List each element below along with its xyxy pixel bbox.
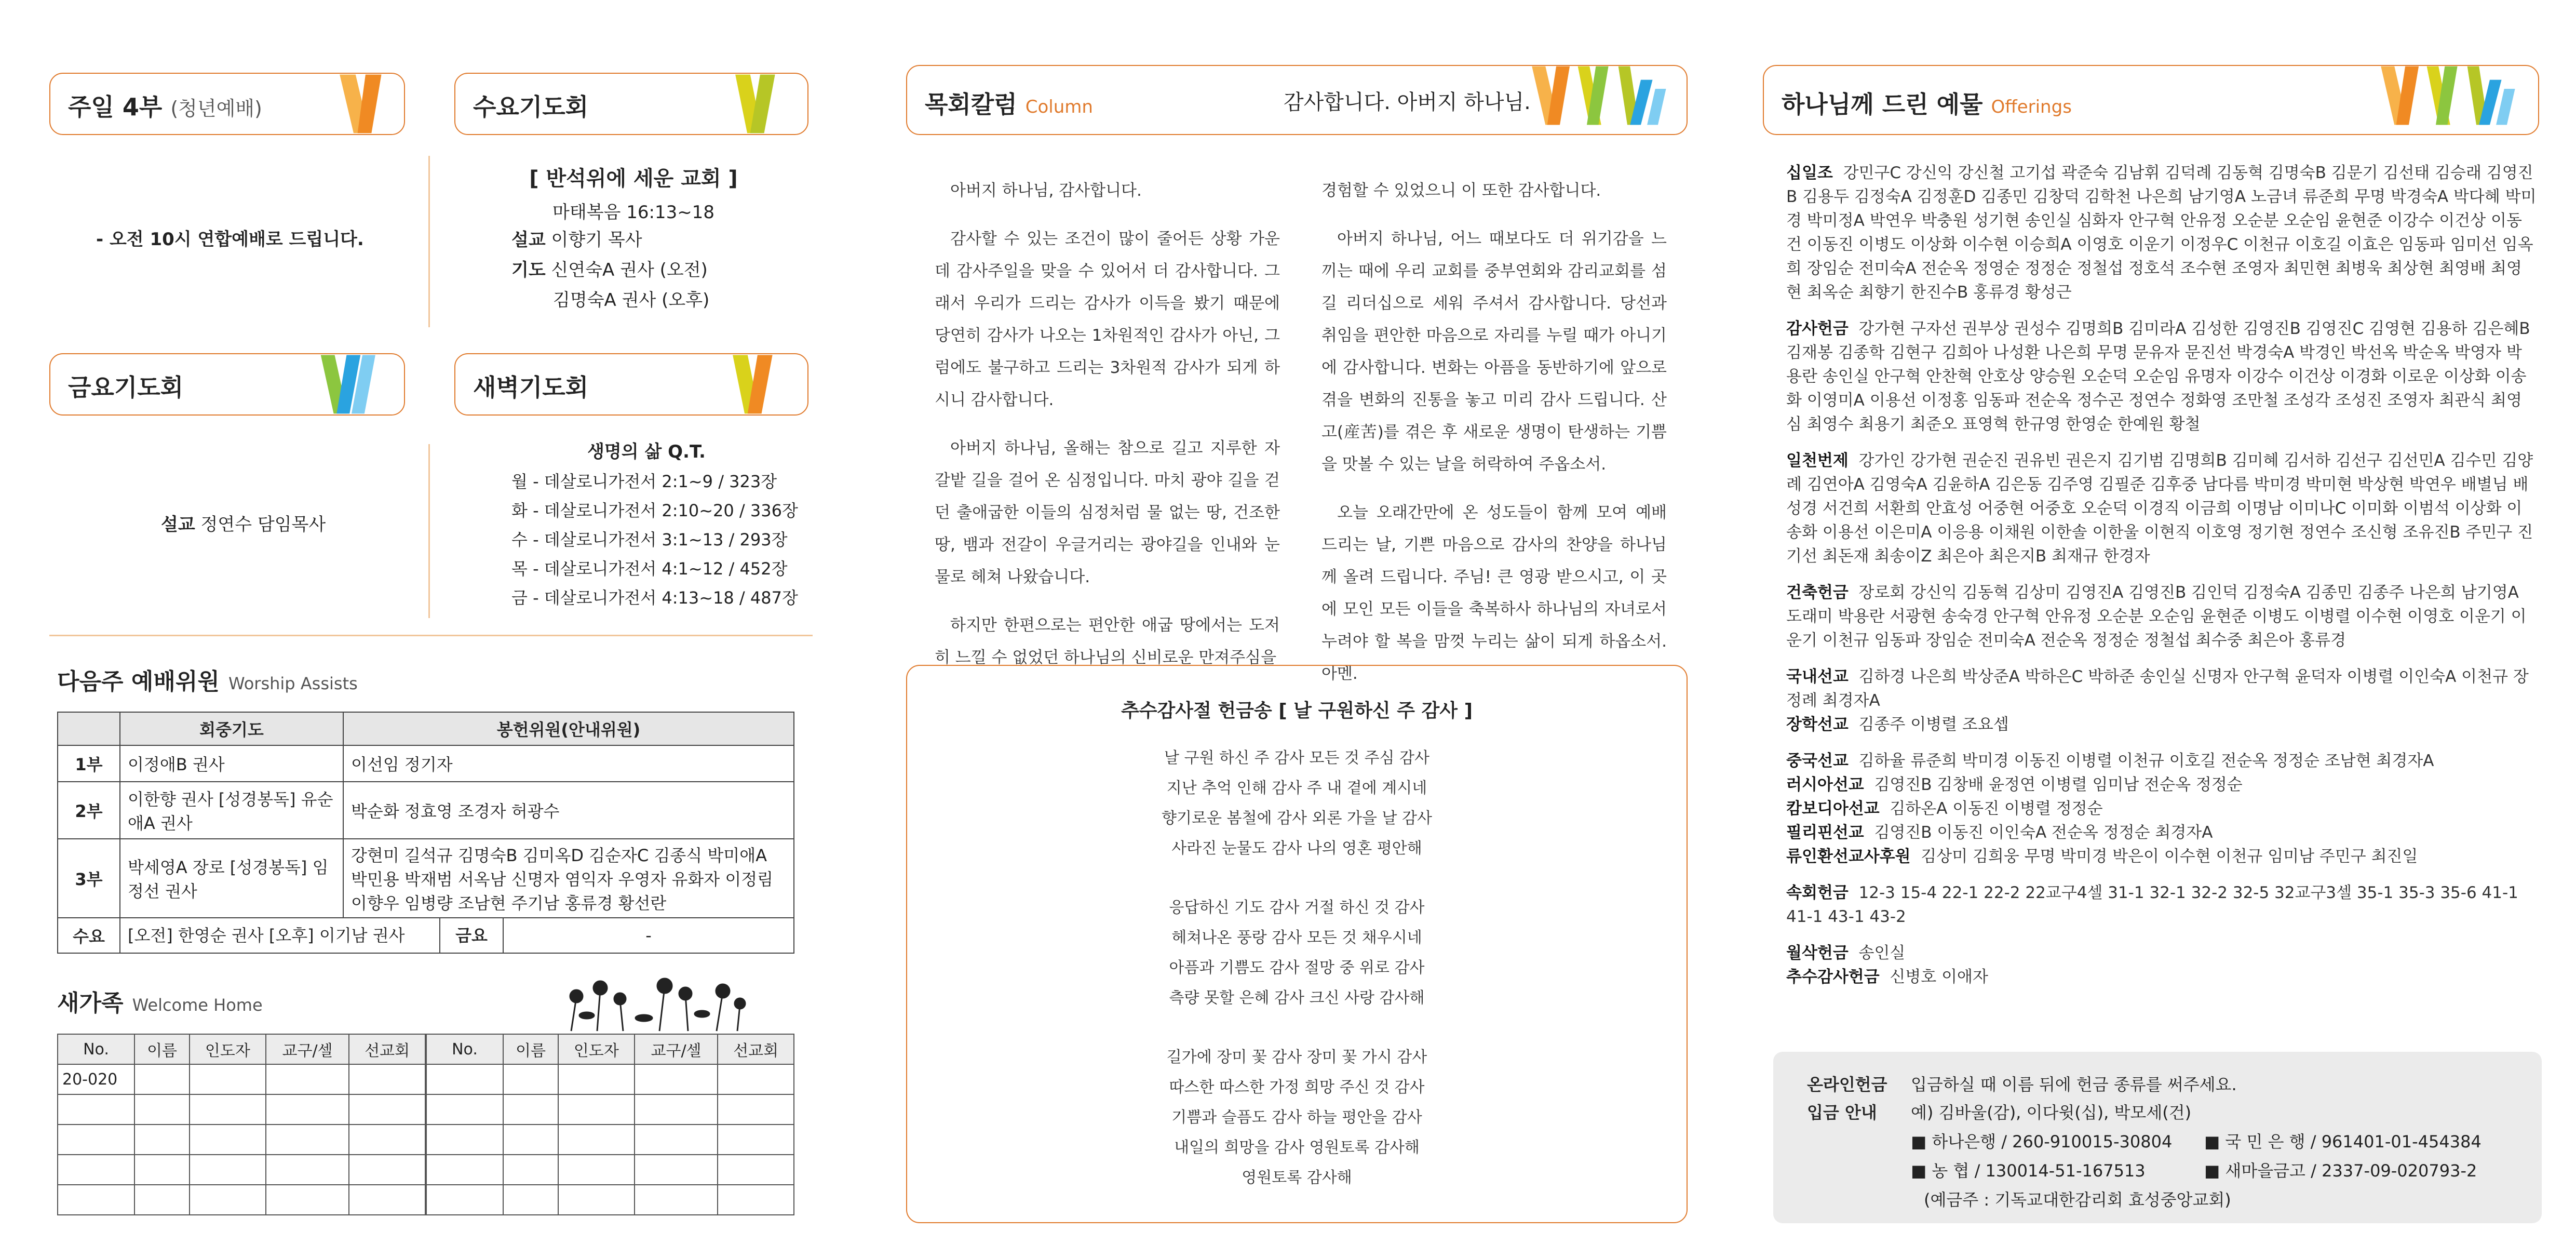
welcome-table-left: No. 이름 인도자 교구/셀 선교회 20-020 xyxy=(57,1034,426,1215)
assists-title: 다음주 예배위원 xyxy=(57,668,220,695)
fri-sermon-value: 정연수 담임목사 xyxy=(200,514,326,535)
assists-title-en: Worship Assists xyxy=(228,674,358,693)
assists-fri-value: - xyxy=(645,926,652,945)
stripe-decoration-icon xyxy=(728,70,790,137)
hymn-title: 추수감사절 헌금송 [ 날 구원하신 주 감사 ] xyxy=(1121,700,1473,721)
online-instruction: 입금하실 때 이름 뒤에 헌금 종류를 써주세요. xyxy=(1911,1075,2237,1094)
worship-assists-table xyxy=(57,712,794,954)
table-row xyxy=(58,1094,425,1125)
bank-account: ■ 농 협 / 130014-51-167513 xyxy=(1911,1161,2146,1181)
column-title-en: Column xyxy=(1025,97,1093,117)
wed-sermon-title: [ 반석위에 세운 교회 ] xyxy=(529,167,738,191)
stripe-decoration-icon xyxy=(725,350,788,418)
column-right-text: 경험할 수 있었으니 이 또한 감사합니다. 아버지 하나님, 어느 때보다도 더 위기감을 느끼는 때에 우리 교회를 중부연회와 감리교회를 섬길 리더십으로 세워 주셔서 감사합니다. 당선과 취임을 편안한 마음으로 자리를 누릴 때가 아니기에 감사합니다. 변화는 아픔을 동반하기에 앞으로 겪을 변화의 진통을 놓고 미리 감사 드립니다. 산고(産苦)를 겪은 후 새로운 생명이 탄생하는 기쁨을 맛볼 수 있는 날을 허락하여 주옵소서. 오늘 오래간만에 온 성도들이 함께 모여 예배 드리는 날, 기쁜 마음으로 감사의 찬양을 하나님께 올려 드립니다. 주님! 큰 영광 받으시고, 이 곳에 모인 모든 이들을 축복하사 하나님의 자녀로서 누려야 할 복을 맘껏 누리는 삶이 되게 하옵소서. 아멘. xyxy=(1321,181,1667,683)
table-row xyxy=(58,1125,425,1155)
table-row: 1부 이정애B 권사 이선임 정기자 xyxy=(58,745,794,782)
wed-prayer-1: 신연숙A 권사 (오전) xyxy=(551,260,708,280)
stripe-decoration-icon xyxy=(2366,62,2532,129)
sunday4-subtitle: (청년예배) xyxy=(170,97,262,120)
table-row xyxy=(426,1155,794,1185)
column-title: 목회칼럼 xyxy=(925,90,1017,118)
column-headline: 감사합니다. 아버지 하나님. xyxy=(1284,90,1531,114)
assists-header-usher: 봉헌위원(안내위원) xyxy=(343,712,794,745)
dawn-line: 수 - 데살로니가전서 3:1~13 / 293장 xyxy=(511,530,788,550)
assists-fri-label: 금요 xyxy=(440,918,504,953)
divider xyxy=(428,444,430,618)
table-row xyxy=(426,1094,794,1125)
wed-prayer-label: 기도 xyxy=(511,260,546,280)
stripe-decoration-icon xyxy=(333,70,396,137)
assists-header-prayer: 회중기도 xyxy=(120,712,343,745)
dawn-line: 화 - 데살로니가전서 2:10~20 / 336장 xyxy=(511,501,798,520)
stripe-decoration-icon xyxy=(1517,62,1683,129)
fri-title: 금요기도회 xyxy=(68,373,184,402)
table-row xyxy=(58,1064,425,1094)
wed-sermon-label: 설교 xyxy=(511,230,546,250)
bank-account: ■ 하나은행 / 260-910015-30804 xyxy=(1911,1132,2173,1152)
column-left-text: 아버지 하나님, 감사합니다. 감사할 수 있는 조건이 많이 줄어든 상황 가운데 감사주일을 맞을 수 있어서 더 감사합니다. 그래서 우리가 드리는 감사가 이득을 봤기 때문에 당연히 감사가 나오는 1차원적인 감사가 아닌, 그럼에도 불구하고 드리는 3차원적 감사가 되게 하시니 감사합니다. 아버지 하나님, 올해는 참으로 길고 지루한 자갈밭 길을 걸어 온 심정입니다. 마치 광야 길을 걷던 출애굽한 이들의 심정처럼 물 없는 땅, 건조한 땅, 뱀과 전갈이 우글거리는 광야길을 인내와 눈물로 헤쳐 나왔습니다. 하지만 한편으로는 편안한 애굽 땅에서는 도저히 느낄 수 없었던 하나님의 신비로운 만져주심을 xyxy=(935,181,1280,667)
dawn-line: 월 - 데살로니가전서 2:1~9 / 323장 xyxy=(511,472,777,491)
wed-title: 수요기도회 xyxy=(473,93,589,121)
sunday4-title: 주일 4부 xyxy=(68,93,163,121)
table-row: 3부 박세영A 장로 [성경봉독] 임정선 권사 강현미 길석규 김명숙B 김미옥D 김순자C 김종식 박미애A 박민용 박재범 서옥남 신명자 염익자 우영자 유화자 이정림 이향우 임병량 조남현 주기남 홍류경 황선란 xyxy=(58,839,794,918)
offerings-list: 십일조 강민구C 강신익 강신철 고기섭 곽준숙 김남휘 김덕례 김동혁 김명숙B 김문기 김선태 김승래 김영진B 김용두 김정숙A 김정훈D 김종민 김창덕 김학천 나은희 남기영A 노금녀 류준희 무명 박경숙A 박다혜 박미경 박미정A 박연우 박충원 성기현 송인실 심화자 안구혁 안유정 오순분 오순임 윤현준 이강수 이건상 이동건 이동진 이병도 이상화 이수현 이승희A 이영호 이운기 이정우C 이천규 이호길 이효은 임동파 임미선 임옥희 장임순 전미숙A 전순옥 정영순 정정순 정철섭 정호석 조수현 조영자 최민현 최병욱 최상현 최영배 최영현 최옥순 최향기 한진수B 홍류경 황성근 감사헌금 강가현 구자선 권부상 권성수 김명희B 김미라A 김성한 김영진B 김영진C 김영현 김용하 김은혜B 김재봉 김종학 김현구 김희아 나성환 나은희 무명 문유자 문진선 박경숙A 박경인 박선옥 박순옥 박영자 박용란 송인실 안구혁 안찬혁 안호상 양승원 오순덕 오순임 유명자 이강수 이건상 이경화 이로운 이상화 이송화 이영미A 이용선 이정홍 임동파 전순옥 정수곤 정연수 정화영 조만철 조성각 조성진 조영자 최관식 최영심 최영수 최용기 최준오 표영혁 한규영 한영순 한예원 황철 일천번제 강가인 강가현 권순진 권유빈 권은지 김기범 김명희B 김미혜 김서하 김선구 김선민A 김수민 김양례 김연아A 김영숙A 김윤하A 김은동 김주영 김필준 김후중 남다름 박미경 박미현 박상현 박연우 배별님 배성경 서건희 서환희 안효성 어중현 어중호 오순덕 이경직 이금희 이명남 이미나C 이미화 이범석 이상화 이송화 이용선 이은미A 이응용 이채원 이한솔 이한울 이현직 이호영 정기현 정연수 조신형 조유진B 주민구 진기선 최돈재 최송이Z 최은아 최은지B 최재규 한경자 건축헌금 장로회 강신익 김동혁 김상미 김영진A 김영진B 김인덕 김정숙A 김종민 김종주 나은희 남기영A 도래미 박용란 서광현 송숙경 안구혁 안유정 오순분 오순임 윤현준 이병도 이병렬 이수현 이영호 이운기 이운기 이천규 임동파 장임순 전미숙A 전순옥 정정순 정철섭 최수중 최은아 홍류경 국내선교 김하경 나은희 박상준A 박하은C 박하준 송인실 신명자 안구혁 윤덕자 이병렬 이인숙A 이천규 장정례 최경자A 장학선교 김종주 이병렬 조요셉 중국선교 김하율 류준희 박미경 이동진 이병렬 이천규 이호길 전순옥 정정순 조남현 최경자A 러시아선교 김영진B 김창배 윤정연 이병렬 임미남 전순옥 정정순 캄보디아선교 김하온A 이동진 이병렬 정정순 필리핀선교 김영진B 이동진 이인숙A 전순옥 정정순 최경자A 류인환선교사후원 김상미 김희웅 무명 박미경 박은이 이수현 이천규 임미남 주민구 최진일 속회헌금 12-3 15-4 22-1 22-2 22교구4셀 31-1 32-1 32-2 32-5 32교구3셀 35-1 35-3 35-6 41-1 41-1 43-1 43-2 월삭헌금 송인실 추수감사헌금 신병호 이애자 xyxy=(1786,164,2537,986)
dawn-header xyxy=(454,353,808,416)
stripe-decoration-icon xyxy=(315,350,388,418)
table-row xyxy=(58,1185,425,1215)
dawn-line: 금 - 데살로니가전서 4:13~18 / 487장 xyxy=(511,588,798,608)
offerings-header xyxy=(1763,65,2539,135)
welcome-title: 새가족 xyxy=(57,990,124,1016)
offerings-title: 하나님께 드린 예물 xyxy=(1782,90,1983,118)
dawn-qt-title: 생명의 삶 Q.T. xyxy=(587,441,706,462)
hymn-box: 추수감사절 헌금송 [ 날 구원하신 주 감사 ] 날 구원 하신 주 감사 모든 것 주심 감사 지난 추억 인해 감사 주 내 곁에 계시네 향기로운 봄철에 감사 외론 가을 날 감사 사라진 눈물도 감사 나의 영혼 평안해 응답하신 기도 감사 거절 하신 것 감사 헤쳐나온 풍랑 감사 모든 것 채우시네 아픔과 기쁨도 감사 절망 중 위로 감사 측량 못할 은혜 감사 크신 사랑 감사해 길가에 장미 꽃 감사 장미 꽃 가시 감사 따스한 따스한 가정 희망 주신 것 감사 기쁨과 슬픔도 감사 하늘 평안을 감사 내일의 희망을 감사 영원토록 감사해 영원토록 감사해 xyxy=(906,665,1688,1223)
table-row xyxy=(426,1125,794,1155)
online-label: 온라인헌금 xyxy=(1807,1075,1887,1094)
dawn-line: 목 - 데살로니가전서 4:1~12 / 452장 xyxy=(511,559,788,579)
table-row: 수요 [오전] 한영순 권사 [오후] 이기남 권사 금요 - xyxy=(58,918,794,953)
sunday4-note: - 오전 10시 연합예배로 드립니다. xyxy=(96,229,364,250)
wed-scripture: 마태복음 16:13~18 xyxy=(552,202,714,223)
welcome-title-en: Welcome Home xyxy=(132,995,263,1015)
fri-header xyxy=(49,353,405,416)
table-row xyxy=(426,1064,794,1094)
flowers-illustration-icon xyxy=(556,976,748,1034)
sunday4-header xyxy=(49,73,405,135)
dawn-title: 새벽기도회 xyxy=(473,373,589,402)
divider xyxy=(49,635,813,636)
wed-header xyxy=(454,73,808,135)
divider xyxy=(428,156,430,327)
assists-wed-value: [오전] 한영순 권사 [오후] 이기남 권사 xyxy=(120,918,440,953)
fri-sermon-label: 설교 xyxy=(161,514,195,535)
welcome-table-right: No. 이름 인도자 교구/셀 선교회 xyxy=(426,1034,794,1215)
wed-prayer-2: 김명숙A 권사 (오후) xyxy=(553,290,710,311)
offerings-title-en: Offerings xyxy=(1991,97,2072,117)
online-offering-box xyxy=(1773,1052,2542,1223)
account-holder: (예금주 : 기독교대한감리회 효성중앙교회) xyxy=(1924,1190,2231,1210)
table-row: 2부 이한향 권사 [성경봉독] 유순애A 권사 박순화 정효영 조경자 허광수 xyxy=(58,782,794,839)
bank-account: ■ 국 민 은 행 / 961401-01-454384 xyxy=(2204,1132,2481,1152)
column-header xyxy=(906,65,1688,135)
deposit-example: 예) 김바울(감), 이다윗(십), 박모세(건) xyxy=(1911,1103,2192,1122)
welcome-first-no: 20-020 xyxy=(58,1064,134,1094)
deposit-label: 입금 안내 xyxy=(1807,1103,1877,1122)
table-row xyxy=(58,1155,425,1185)
table-row xyxy=(426,1185,794,1215)
bank-account: ■ 새마을금고 / 2337-09-020793-2 xyxy=(2204,1161,2477,1181)
wed-sermon-value: 이향기 목사 xyxy=(551,230,642,250)
